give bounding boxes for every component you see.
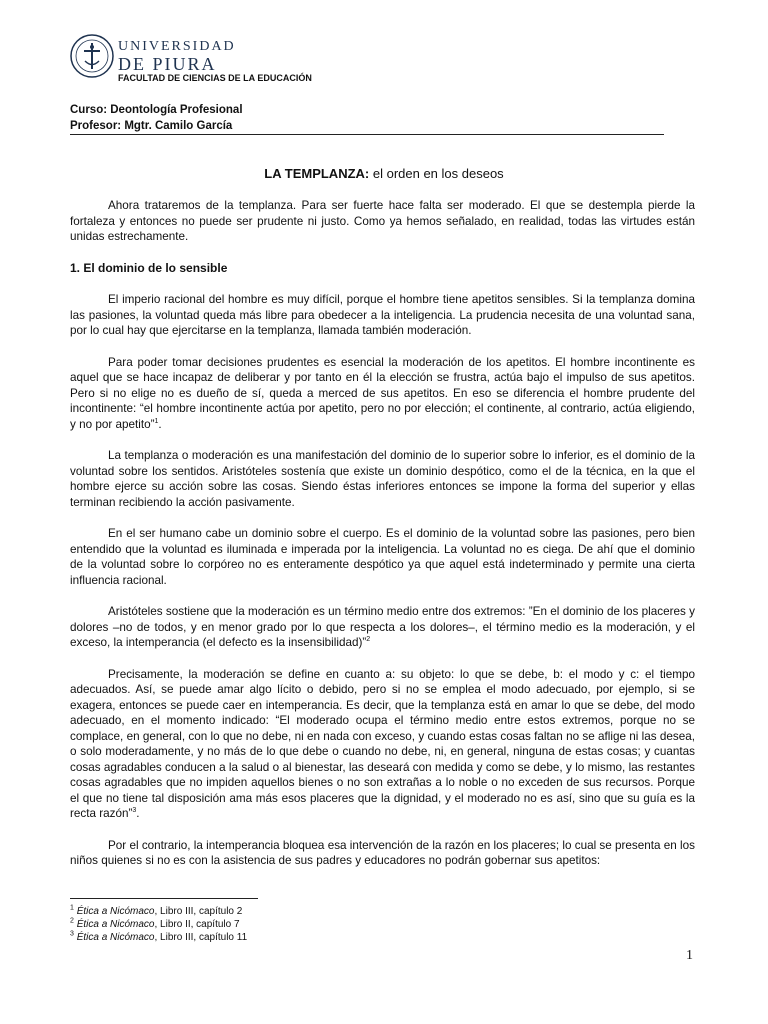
document-title: [0, 166, 768, 181]
footnote-work: Ética a Nicómaco: [76, 932, 155, 943]
footnote-rest: , Libro III, capítulo 2: [154, 906, 243, 917]
paragraph-2: Para poder tomar decisiones prudentes es esencial la moderación de los apetitos. El hombre incontinente es aquel que se hace incapaz de deliberar y por tanto en él la elección se frustra, actúa bajo el impulso de sus apetitos. Pero si no elige no es dueño de sí, queda a merced de sus apetitos. En eso se diferencia el hombre prudente del incontinente: “el hombre incontinente actúa por apetito, pero no por elección; el continente, al contrario, actúa eligiendo, y no por apetito”$^1$.: [70, 355, 695, 431]
footnote-rest: , Libro II, capítulo 7: [154, 919, 240, 930]
footnote-divider: [70, 898, 258, 899]
document-body: [70, 198, 695, 885]
footnote-item: [70, 931, 247, 944]
footnote-work: Ética a Nicómaco: [76, 906, 155, 917]
footnotes: [70, 905, 247, 944]
footnote-ref-1[interactable]: 1: [154, 417, 159, 425]
page-header: [70, 30, 670, 90]
paragraph-5-text: Aristóteles sostiene que la moderación es un término medio entre dos extremos: ”En el dominio de los placeres y dolores –no de todos, y en menor grado por lo que respecta a los dolores–, el término medio es la moderación, y el exceso, la intemperancia (el defecto es la insensibilidad)”: [70, 605, 695, 649]
paragraph-1: El imperio racional del hombre es muy difícil, porque el hombre tiene apetitos sensibles. Si la templanza domina las pasiones, la voluntad queda más libre para obedecer a la inteligencia. La prudencia necesita de una voluntad sana, por lo cual hay que ejercitarse en la templanza, llamada también moderación.: [70, 293, 695, 337]
course-info: [70, 102, 243, 134]
footnote-item: [70, 918, 247, 931]
footnote-num: 3: [70, 930, 74, 938]
paragraph-2-text: Para poder tomar decisiones prudentes es esencial la moderación de los apetitos. El hombre incontinente es aquel que se hace incapaz de deliberar y por tanto en él la elección se frustra, actúa bajo el impulso de sus apetitos. Pero si no elige no es dueño de sí, queda a merced de sus apetitos. En eso se diferencia el hombre prudente del incontinente: “el hombre incontinente actúa por apetito, pero no por elección; el continente, al contrario, actúa eligiendo, y no por apetito”: [70, 355, 695, 431]
paragraph-3: La templanza o moderación es una manifestación del dominio de lo superior sobre lo inferior, es el dominio de la voluntad sobre los sentidos. Aristóteles sostenía que existe un dominio despótico, como el de la técnica, en la que el hombre ejerce su acción sobre las cosas. Siendo éstas inferiores entonces se impone la forma del superior y ellas terminan recibiendo la acción pasivamente.: [70, 449, 695, 509]
professor-line: Profesor: Mgtr. Camilo García: [70, 120, 233, 132]
title-rest: el orden en los deseos: [369, 166, 504, 181]
paragraph-intro: Ahora trataremos de la templanza. Para ser fuerte hace falta ser moderado. El que se destempla pierde la fortaleza y entonces no puede ser prudente ni justo. Como ya hemos señalado, en realidad, todas las virtudes están unidas estrechamente.: [70, 199, 695, 243]
footnote-ref-3[interactable]: 3: [132, 807, 137, 815]
university-line1: UNIVERSIDAD: [118, 39, 236, 54]
section-heading: 1. El dominio de lo sensible: [70, 260, 228, 275]
paragraph-7: Por el contrario, la intemperancia bloquea esa intervención de la razón en los placeres; lo cual se presenta en los niños quienes si no es con la asistencia de sus padres y educadores no podrán gobernar sus apetitos:: [70, 838, 695, 867]
paragraph-5: [70, 604, 695, 651]
paragraph-4: En el ser humano cabe un dominio sobre el cuerpo. Es el dominio de la voluntad sobre las pasiones, pero bien entendido que la voluntad es iluminada e imperada por la inteligencia. La voluntad no es ciega. De ahí que el dominio de la voluntad sobre lo corpóreo no es enteramente despótico ya que aquel está indeterminado y permite una cierta influencia racional.: [70, 527, 695, 587]
footnote-num: 2: [70, 917, 74, 925]
footnote-ref-2[interactable]: 2: [366, 636, 371, 644]
header-divider: [70, 134, 664, 135]
university-name: [118, 40, 236, 73]
university-line2: DE PIURA: [118, 54, 217, 74]
footnote-num: 1: [70, 904, 74, 912]
footnote-item: [70, 905, 247, 918]
faculty-name: FACULTAD DE CIENCIAS DE LA EDUCACIÓN: [118, 73, 312, 83]
paragraph-6: Precisamente, la moderación se define en cuanto a: su objeto: lo que se debe, b: el modo y c: el tiempo adecuados. Así, se puede amar algo lícito o debido, pero si no se emplea el modo adecuado, por ejemplo, si se exagera, entonces se puede caer en intemperancia. Es decir, que la templanza está en amar lo que se debe, del modo adecuado, en el momento indicado: “El moderado ocupa el término medio entre estos extremos, porque no se complace, en general, con lo que no debe, ni en nada con exceso, y cuando estas cosas faltan no se aflige ni las desea, o solo moderadamente, y no más de lo que debe o cuando no debe, ni, en general, ninguna de estas cosas; y cuantas cosas agradables conducen a la salud o al bienestar, las deseará con medida y como se debe, y lo mismo, las restantes cosas agradables que no impiden aquellos bienes o no son extrañas a lo noble o no exceden de sus recursos. Porque el que no tiene tal disposición ama más esos placeres que la dignidad, y el moderado no es así, sino que su guía es la recta razón”$^3$.: [70, 667, 695, 820]
title-main: LA TEMPLANZA:: [264, 166, 370, 181]
footnote-work: Ética a Nicómaco: [76, 919, 155, 930]
page-number: 1: [686, 948, 693, 963]
university-seal-icon: [70, 34, 114, 78]
paragraph-6-text: Precisamente, la moderación se define en cuanto a: su objeto: lo que se debe, b: el modo y c: el tiempo adecuados. Así, se puede amar algo lícito o debido, pero si no se emplea el modo adecuado, por ejemplo, si se exagera, entonces se puede caer en intemperancia. Es decir, que la templanza está en amar lo que se debe, del modo adecuado, en el momento indicado: “El moderado ocupa el término medio entre estos extremos, porque no se complace, en general, con lo que no debe, ni en nada con exceso, y cuando estas cosas faltan no se aflige ni las desea, o solo moderadamente, y no más de lo que debe o cuando no debe, ni, en general, ninguna de estas cosas; y cuantas cosas agradables conducen a la salud o al bienestar, las deseará con medida y como se debe, y lo mismo, las restantes cosas agradables que no impiden aquellos bienes o no son extrañas a lo noble o no exceden de sus recursos. Porque el que no tiene tal disposición ama más esos placeres que la dignidad, y el moderado no es así, sino que su guía es la recta razón”: [70, 667, 695, 820]
course-line: Curso: Deontología Profesional: [70, 104, 243, 116]
footnote-rest: , Libro III, capítulo 11: [154, 932, 248, 943]
